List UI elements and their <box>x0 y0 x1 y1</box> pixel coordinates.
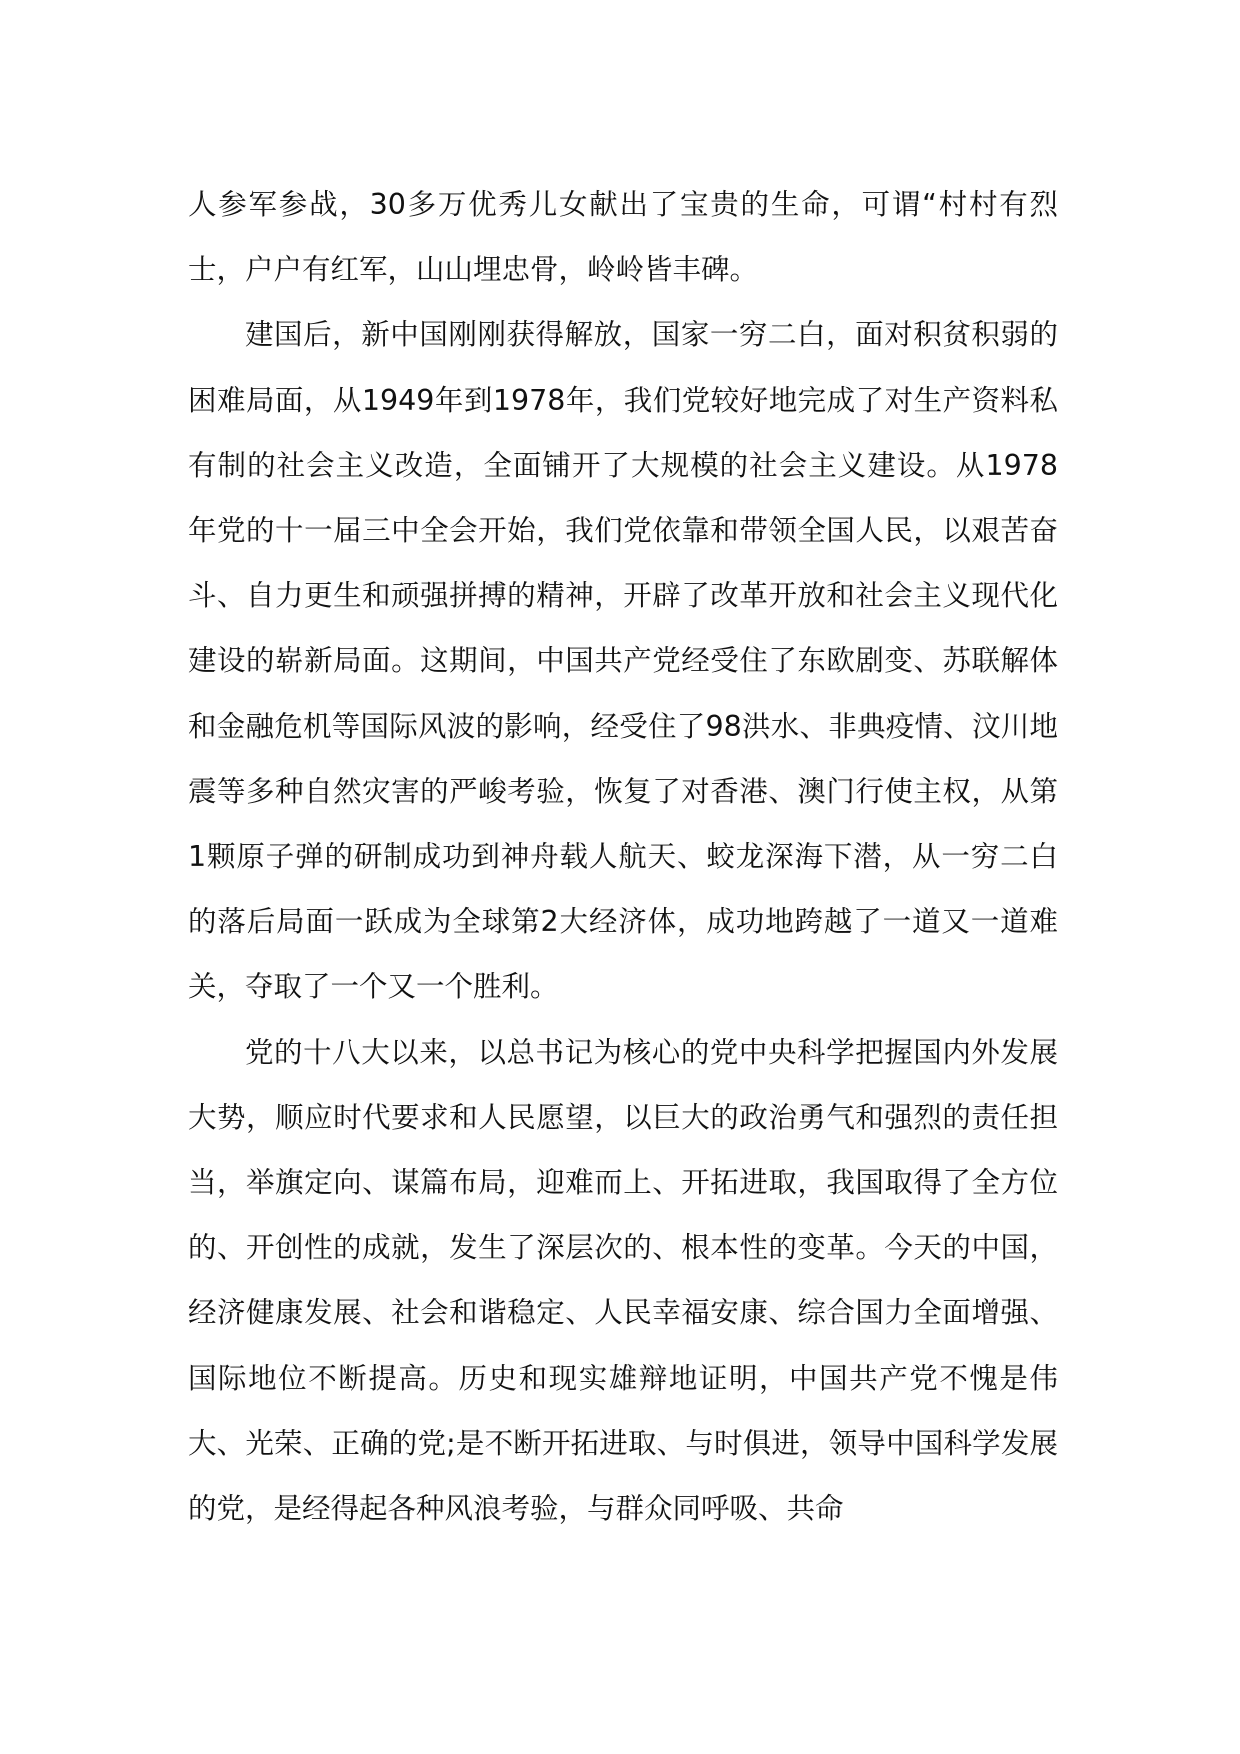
paragraph-3: 党的十八大以来，以总书记为核心的党中央科学把握国内外发展大势，顺应时代要求和人民愿望，以巨大的政治勇气和强烈的责任担当，举旗定向、谋篇布局，迎难而上、开拓进取，我国取得了全方位的、开创性的成就，发生了深层次的、根本性的变革。今天的中国，经济健康发展、社会和谐稳定、人民幸福安康、综合国力全面增强、国际地位不断提高。历史和现实雄辩地证明，中国共产党不愧是伟大、光荣、正确的党;是不断开拓进取、与时俱进，领导中国科学发展的党，是经得起各种风浪考验，与群众同呼吸、共命 <box>188 1035 1058 1526</box>
paragraph-1: 人参军参战，30多万优秀儿女献出了宝贵的生命，可谓“村村有烈士，户户有红军，山山埋忠骨，岭岭皆丰碑。 <box>188 188 1058 287</box>
paragraph-2: 建国后，新中国刚刚获得解放，国家一穷二白，面对积贫积弱的困难局面，从1949年到1978年，我们党较好地完成了对生产资料私有制的社会主义改造，全面铺开了大规模的社会主义建设。从1978年党的十一届三中全会开始，我们党依靠和带领全国人民，以艰苦奋斗、自力更生和顽强拼搏的精神，开辟了改革开放和社会主义现代化建设的崭新局面。这期间，中国共产党经受住了东欧剧变、苏联解体和金融危机等国际风波的影响，经受住了98洪水、非典疫情、汶川地震等多种自然灾害的严峻考验，恢复了对香港、澳门行使主权，从第1颗原子弹的研制成功到神舟载人航天、蛟龙深海下潜，从一穷二白的落后局面一跃成为全球第2大经济体，成功地跨越了一道又一道难关，夺取了一个又一个胜利。 <box>188 318 1058 1004</box>
document-body <box>188 172 1058 1541</box>
